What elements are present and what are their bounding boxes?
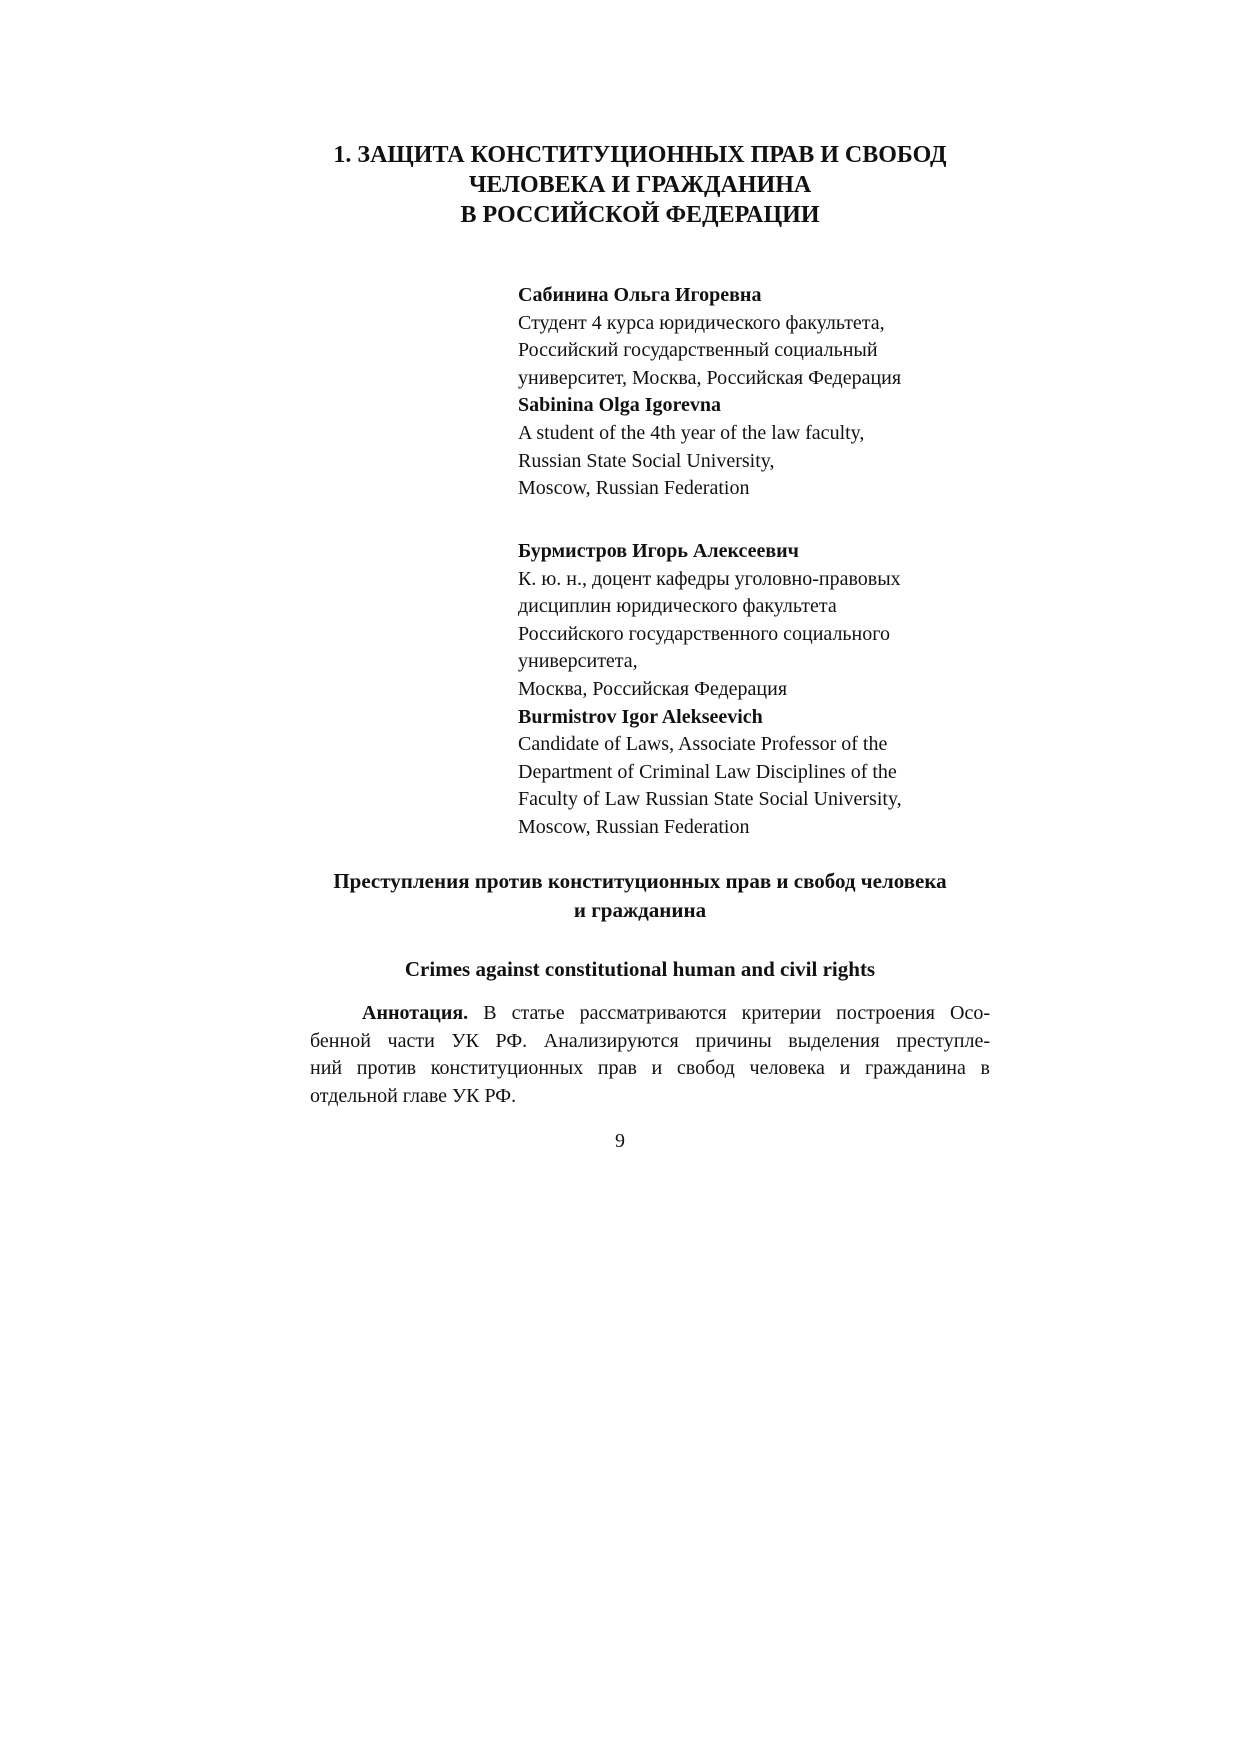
author-name-en: Burmistrov Igor Alekseevich — [518, 705, 763, 728]
article-title-ru-line: и гражданина — [573, 898, 707, 922]
abstract-line: ний против конституционных прав и свобод человека и гражданина в — [310, 1057, 990, 1079]
author-affiliation-ru-line: Москва, Российская Федерация — [518, 677, 788, 700]
author-affiliation-en-line: A student of the 4th year of the law faculty, — [518, 421, 865, 444]
chapter-title-line: ЧЕЛОВЕКА И ГРАЖДАНИНА — [468, 172, 812, 198]
chapter-title-line: 1. ЗАЩИТА КОНСТИТУЦИОННЫХ ПРАВ И СВОБОД — [333, 142, 947, 168]
author-affiliation-ru-line: Студент 4 курса юридического факультета, — [518, 311, 885, 334]
abstract-text: В статье рассматриваются критерии построения Осо- — [468, 1002, 990, 1024]
author-name-ru: Сабинина Ольга Игоревна — [518, 284, 762, 306]
author-name-ru: Бурмистров Игорь Алексеевич — [518, 540, 799, 562]
author-block-burmistrov — [518, 538, 1038, 842]
abstract-paragraph — [310, 1000, 990, 1110]
article-title-ru — [300, 867, 980, 925]
author-affiliation-en-line: Moscow, Russian Federation — [518, 815, 750, 838]
author-affiliation-ru-line: К. ю. н., доцент кафедры уголовно-правовых — [518, 567, 901, 590]
author-block-sabinina — [518, 282, 1038, 503]
author-affiliation-ru-line: дисциплин юридического факультета — [518, 595, 837, 618]
abstract-line: отдельной главе УК РФ. — [310, 1084, 517, 1107]
abstract-line — [310, 1000, 990, 1028]
article-title-en: Crimes against constitutional human and civil rights — [404, 957, 876, 981]
page-number: 9 — [615, 1130, 625, 1152]
abstract-label: Аннотация. — [362, 1002, 469, 1024]
author-affiliation-ru-line: университета, — [518, 650, 638, 673]
author-affiliation-en-line: Faculty of Law Russian State Social University, — [518, 788, 902, 811]
chapter-title — [300, 140, 980, 230]
author-name-en: Sabinina Olga Igorevna — [518, 394, 722, 417]
article-title-ru-line: Преступления против конституционных прав и свобод человека — [333, 869, 947, 893]
abstract-line: бенной части УК РФ. Анализируются причины выделения преступле- — [310, 1029, 990, 1052]
chapter-title-line: В РОССИЙСКОЙ ФЕДЕРАЦИИ — [460, 202, 820, 228]
author-affiliation-en-line: Russian State Social University, — [518, 449, 775, 472]
author-affiliation-ru-line: Российского государственного социального — [518, 622, 890, 645]
author-affiliation-en-line: Candidate of Laws, Associate Professor of the — [518, 733, 888, 756]
author-affiliation-en-line: Moscow, Russian Federation — [518, 477, 750, 500]
author-affiliation-en-line: Department of Criminal Law Disciplines of the — [518, 760, 897, 783]
author-affiliation-ru-line: университет, Москва, Российская Федерация — [518, 366, 902, 389]
author-affiliation-ru-line: Российский государственный социальный — [518, 339, 878, 362]
